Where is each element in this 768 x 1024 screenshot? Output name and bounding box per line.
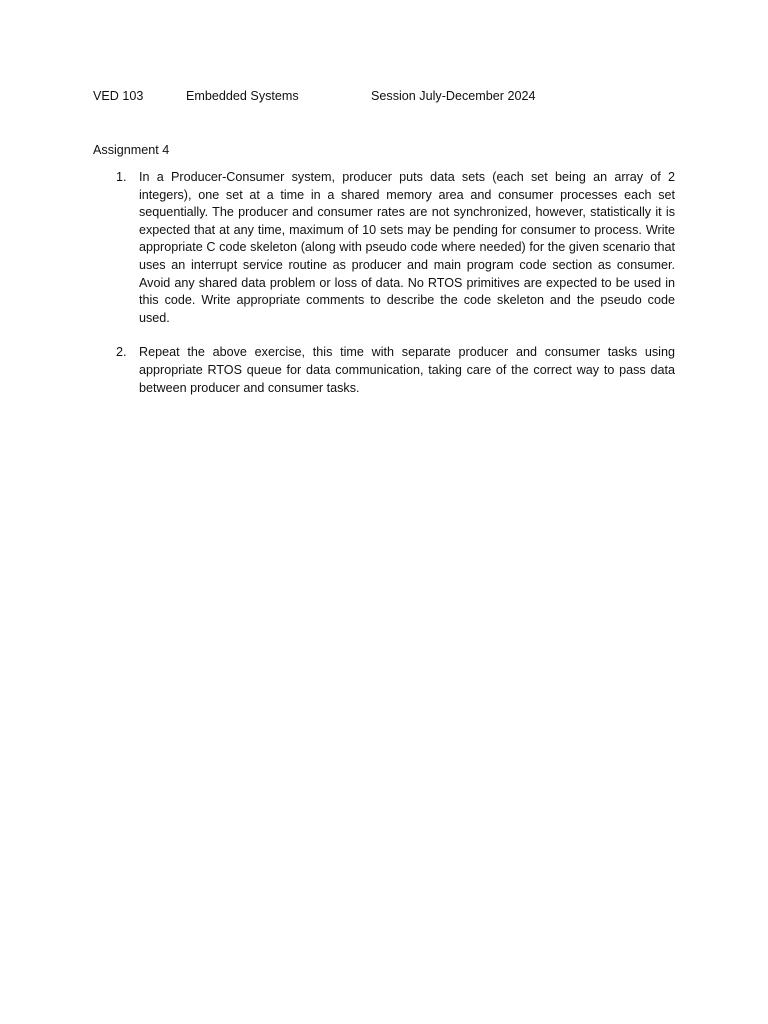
document-header: [93, 87, 693, 105]
course-name: Embedded Systems: [186, 89, 299, 103]
question-item: [93, 169, 675, 327]
question-item: [93, 344, 675, 397]
session-label: Session July-December 2024: [371, 89, 536, 103]
course-code: VED 103: [93, 89, 144, 103]
question-text: In a Producer-Consumer system, producer puts data sets (each set being an array of 2 integers), one set at a time in a shared memory area and consumer processes each set sequentially. The producer and consumer rates are not synchronized, however, statistically it is expected that at any time, maximum of 10 sets may be pending for consumer to process. Write appropriate C code skeleton (along with pseudo code where needed) for the given scenario that uses an interrupt service routine as producer and main program code section as consumer. Avoid any shared data problem or loss of data. No RTOS primitives are expected to be used in this code. Write appropriate comments to describe the code skeleton and the pseudo code used.: [139, 170, 675, 325]
question-number: 2.: [116, 345, 127, 360]
assignment-title: Assignment 4: [93, 143, 170, 157]
question-text: Repeat the above exercise, this time with separate producer and consumer tasks using appropriate RTOS queue for data communication, taking care of the correct way to pass data between producer and consumer tasks.: [139, 345, 675, 395]
question-number: 1.: [116, 170, 127, 184]
question-list: [93, 169, 675, 414]
